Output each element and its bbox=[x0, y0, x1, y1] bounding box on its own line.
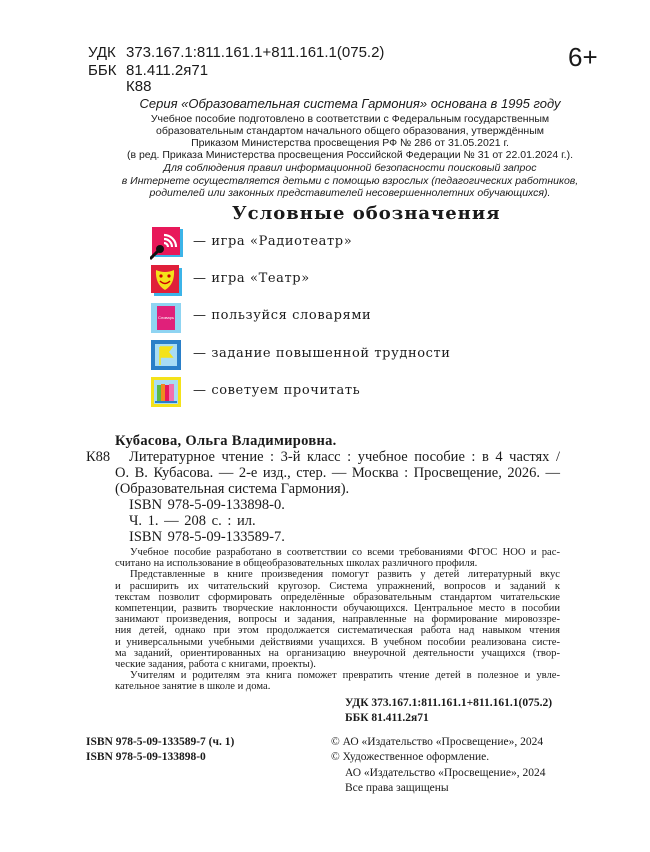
bbk-code: 81.411.2я71 bbox=[126, 62, 209, 79]
footer-isbn-part: ISBN 978-5-09-133589-7 (ч. 1) bbox=[86, 736, 235, 748]
copyright-design-owner: АО «Издательство «Просвещение», 2024 bbox=[345, 767, 546, 779]
copyright-design: © Художественное оформление. bbox=[331, 751, 490, 763]
udk-label: УДК bbox=[88, 44, 116, 61]
text-line: ма заданий, ориентированных на организацию внеурочной деятельности учащихся (твор- bbox=[115, 647, 560, 659]
legend-item-books: — советуем прочитать bbox=[193, 383, 361, 398]
text-line: образовательным стандартом начального общего образования, утверждённым bbox=[156, 125, 544, 137]
text-line: Для соблюдения правил информационной безопасности поисковый запрос bbox=[163, 162, 537, 174]
author-mark: К88 bbox=[126, 78, 152, 95]
text-line: ния детей, однако при этом продолжается систематическая работа над навыком чтения bbox=[115, 625, 560, 637]
theatre-mask-icon bbox=[150, 265, 180, 295]
udk-code: 373.167.1:811.161.1+811.161.1(075.2) bbox=[126, 44, 385, 61]
bib-edition: О. В. Кубасова. — 2-е изд., стер. — Москва : Просвещение, 2026. — bbox=[115, 465, 560, 481]
standard-note bbox=[70, 113, 630, 161]
safety-note bbox=[70, 162, 630, 200]
footer-bbk: ББК 81.411.2я71 bbox=[345, 712, 429, 724]
legend-item-flag: — задание повышенной трудности bbox=[193, 346, 451, 361]
text-line: (в ред. Приказа Министерства просвещения Российской Федерации № 31 от 22.01.2024 г.). bbox=[126, 149, 574, 161]
radio-theatre-icon bbox=[150, 227, 180, 257]
text-line: текстам позволит сформировать определённые образовательным стандартом читательские bbox=[115, 591, 560, 603]
footer-isbn-set: ISBN 978-5-09-133898-0 bbox=[86, 751, 206, 763]
dictionary-icon bbox=[150, 302, 180, 332]
series-note: Серия «Образовательная система Гармония» основана в 1995 году bbox=[139, 96, 561, 111]
text-line: и универсальными учебными действиями учащихся. В учебном пособии реализована систе- bbox=[115, 636, 560, 648]
legend-item-theatre: — игра «Театр» bbox=[193, 271, 310, 286]
annotation bbox=[115, 547, 560, 693]
footer-udk: УДК 373.167.1:811.161.1+811.161.1(075.2) bbox=[345, 697, 553, 709]
bib-title: Литературное чтение : 3-й класс : учебное пособие : в 4 частях / bbox=[129, 449, 560, 465]
text-line: Учителям и родителям эта книга поможет превратить чтение детей в полезное и увле- bbox=[130, 670, 560, 682]
books-icon bbox=[150, 376, 180, 406]
author-name: Кубасова, Ольга Владимировна. bbox=[115, 433, 337, 449]
text-line: компетенции, развить творческие наклонности обучающихся. Центральное место в пособии bbox=[115, 603, 560, 615]
legend-item-radio-theatre: — игра «Радиотеатр» bbox=[193, 234, 353, 249]
text-line: считано на использование в общеобразовательных школах различного профиля. bbox=[115, 558, 478, 570]
dictionary-word: Словарь bbox=[157, 315, 175, 320]
text-line: родителей или законных представителей несовершеннолетних обучающихся). bbox=[149, 187, 551, 199]
flag-icon bbox=[150, 339, 180, 369]
text-line: кательное занятие в школе и дома. bbox=[115, 681, 271, 693]
text-line: Учебное пособие подготовлено в соответствии с Федеральным государственным bbox=[150, 113, 550, 125]
rights-reserved: Все права защищены bbox=[345, 782, 449, 794]
text-line: в Интернете осуществляется детьми с помощью взрослых (педагогических работников, bbox=[121, 174, 579, 187]
text-line: Учебное пособие разработано в соответствии со всеми требованиями ФГОС НОО и рас- bbox=[130, 547, 560, 558]
bib-pages: Ч. 1. — 208 с. : ил. bbox=[129, 513, 256, 529]
copyright-publisher: © АО «Издательство «Просвещение», 2024 bbox=[331, 736, 544, 748]
text-line: занимают произведения, вопросы и задания, направленные на формирование мировоззре- bbox=[115, 614, 560, 626]
age-rating: 6+ bbox=[568, 42, 598, 72]
bbk-label: ББК bbox=[88, 62, 117, 79]
bib-series: (Образовательная система Гармония). bbox=[115, 481, 350, 497]
text-line: Приказом Министерства просвещения РФ № 286 от 31.05.2021 г. bbox=[191, 137, 509, 149]
bib-mark: К88 bbox=[86, 449, 111, 465]
text-line: ческие задания, работа с книгами, проекты). bbox=[115, 659, 316, 671]
legend-title: Условные обозначения bbox=[232, 203, 501, 224]
legend-item-dictionary: — пользуйся словарями bbox=[193, 308, 372, 323]
bib-isbn-set: ISBN 978-5-09-133898-0. bbox=[129, 497, 285, 513]
bib-isbn-part: ISBN 978-5-09-133589-7. bbox=[129, 529, 285, 545]
text-line: Представленные в книге произведения помогут развить у детей литературный вкус bbox=[130, 569, 560, 581]
text-line: и расширить их читательский кругозор. Система упражнений, вопросов и заданий к bbox=[115, 580, 560, 592]
